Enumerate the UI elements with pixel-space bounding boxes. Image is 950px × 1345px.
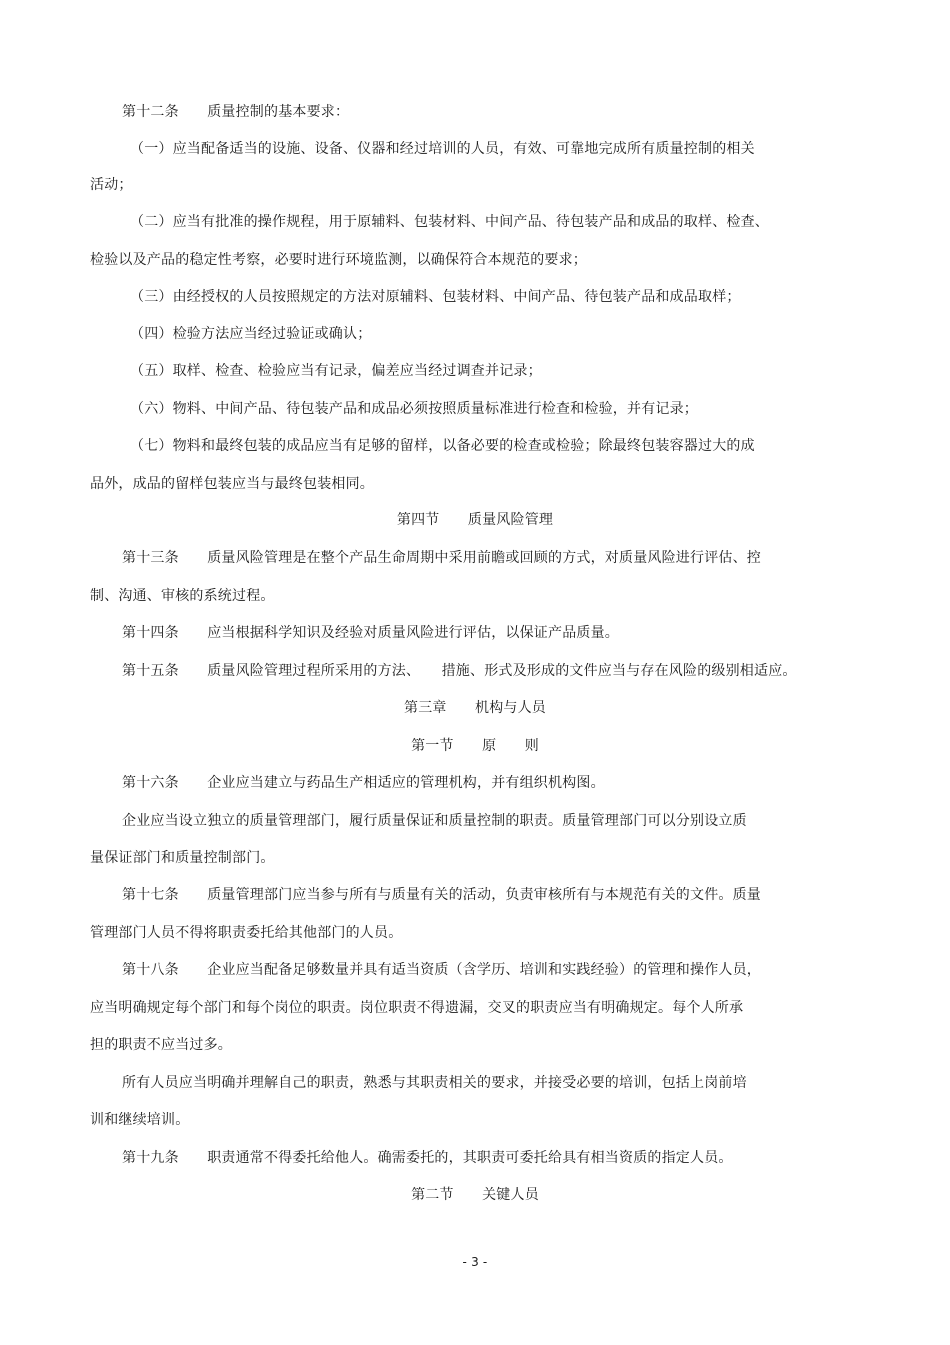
paragraph-line: 训和继续培训。	[90, 1112, 190, 1128]
paragraph-line: （四）检验方法应当经过验证或确认；	[130, 326, 372, 342]
article-12-heading: 第十二条 质量控制的基本要求：	[122, 104, 350, 120]
paragraph-line: （三）由经授权的人员按照规定的方法对原辅料、包装材料、中间产品、待包装产品和成品取样；	[130, 289, 741, 305]
paragraph-line: 量保证部门和质量控制部门。	[90, 850, 275, 866]
paragraph-line: 第十六条 企业应当建立与药品生产相适应的管理机构，并有组织机构图。	[122, 775, 605, 791]
paragraph-line: 担的职责不应当过多。	[90, 1037, 232, 1053]
paragraph-line: （五）取样、检查、检验应当有记录，偏差应当经过调查并记录；	[130, 363, 542, 379]
paragraph-line: 企业应当设立独立的质量管理部门，履行质量保证和质量控制的职责。质量管理部门可以分别设立质	[122, 813, 747, 829]
paragraph-line: 活动；	[90, 177, 133, 193]
paragraph-line: 第十八条 企业应当配备足够数量并具有适当资质（含学历、培训和实践经验）的管理和操作人员，	[122, 962, 761, 978]
chapter-heading: 第三章 机构与人员	[404, 700, 546, 716]
paragraph-line: 第十三条 质量风险管理是在整个产品生命周期中采用前瞻或回顾的方式，对质量风险进行评估、控	[122, 550, 761, 566]
paragraph-line: 应当明确规定每个部门和每个岗位的职责。岗位职责不得遗漏，交叉的职责应当有明确规定。每个人所承	[90, 1000, 744, 1016]
page-number: - 3 -	[462, 1255, 488, 1269]
paragraph-line: （六）物料、中间产品、待包装产品和成品必须按照质量标准进行检查和检验，并有记录；	[130, 401, 698, 417]
paragraph-line: （二）应当有批准的操作规程，用于原辅料、包装材料、中间产品、待包装产品和成品的取样、检查、	[130, 214, 769, 230]
section-heading: 第二节 关键人员	[411, 1187, 539, 1203]
paragraph-line: 所有人员应当明确并理解自己的职责，熟悉与其职责相关的要求，并接受必要的培训，包括上岗前培	[122, 1075, 747, 1091]
paragraph-line: （七）物料和最终包装的成品应当有足够的留样，以备必要的检查或检验；除最终包装容器过大的成	[130, 438, 755, 454]
paragraph-line: 第十五条 质量风险管理过程所采用的方法、 措施、形式及形成的文件应当与存在风险的级别相适应。	[122, 663, 797, 679]
paragraph-line: 第十九条 职责通常不得委托给他人。确需委托的，其职责可委托给具有相当资质的指定人员。	[122, 1150, 733, 1166]
paragraph-line: 制、沟通、审核的系统过程。	[90, 588, 275, 604]
section-heading: 第一节 原 则	[411, 738, 539, 754]
paragraph-line: 管理部门人员不得将职责委托给其他部门的人员。	[90, 925, 403, 941]
paragraph-line: 第十四条 应当根据科学知识及经验对质量风险进行评估，以保证产品质量。	[122, 625, 619, 641]
paragraph-line: 品外，成品的留样包装应当与最终包装相同。	[90, 476, 374, 492]
paragraph-line: （一）应当配备适当的设施、设备、仪器和经过培训的人员，有效、可靠地完成所有质量控制的相关	[130, 141, 755, 157]
section-heading: 第四节 质量风险管理	[396, 512, 554, 528]
paragraph-line: 检验以及产品的稳定性考察，必要时进行环境监测，以确保符合本规范的要求；	[90, 252, 587, 268]
paragraph-line: 第十七条 质量管理部门应当参与所有与质量有关的活动，负责审核所有与本规范有关的文件。质量	[122, 887, 761, 903]
